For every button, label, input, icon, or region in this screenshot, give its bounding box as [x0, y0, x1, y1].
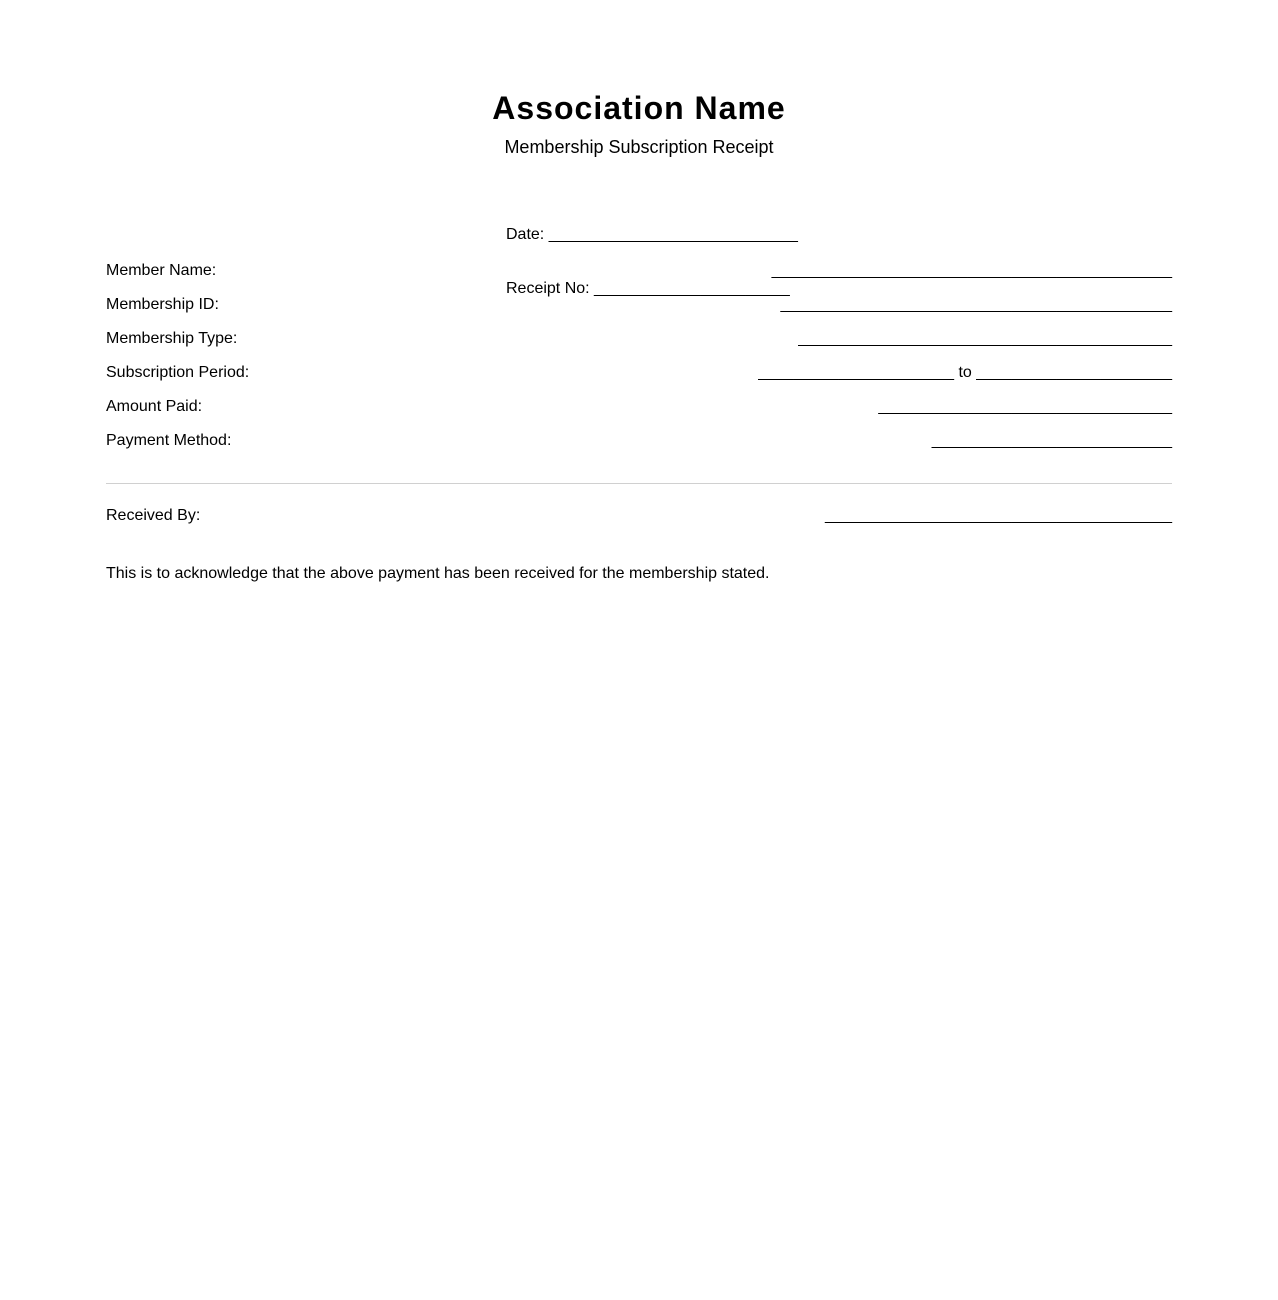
field-subscription-period	[106, 364, 1172, 386]
field-label: Membership ID:	[106, 296, 219, 313]
field-blank: ____________________________________________	[780, 296, 1172, 313]
date-blank: ____________________________	[548, 226, 798, 243]
field-received-by	[106, 507, 1172, 529]
field-member-name	[106, 262, 1172, 284]
date-label: Date:	[506, 226, 545, 243]
field-label: Amount Paid:	[106, 398, 203, 415]
field-label: Membership Type:	[106, 330, 238, 347]
field-label: Member Name:	[106, 262, 217, 279]
field-membership-type	[106, 330, 1172, 352]
receipt-no-blank: ______________________	[594, 280, 790, 297]
field-blank: ___________________________	[931, 432, 1172, 449]
field-amount-paid	[106, 398, 1172, 420]
field-membership-id	[106, 296, 1172, 318]
receipt-subtitle: Membership Subscription Receipt	[504, 137, 774, 157]
field-blank: _________________________________	[878, 398, 1172, 415]
acknowledgement-note: This is to acknowledge that the above payment has been received for the membership stated.	[106, 565, 770, 582]
field-blank: ______________________ to ______________________	[758, 364, 1172, 381]
field-blank: _______________________________________	[824, 507, 1172, 524]
receipt-no-label: Receipt No:	[506, 280, 590, 297]
section-divider	[106, 483, 1172, 484]
field-payment-method	[106, 432, 1172, 454]
field-label: Subscription Period:	[106, 364, 250, 381]
field-label: Payment Method:	[106, 432, 232, 449]
field-blank: _____________________________________________	[771, 262, 1172, 279]
date-line	[506, 226, 798, 244]
field-label: Received By:	[106, 507, 201, 524]
field-blank: __________________________________________	[798, 330, 1172, 347]
association-name: Association Name	[492, 90, 786, 126]
